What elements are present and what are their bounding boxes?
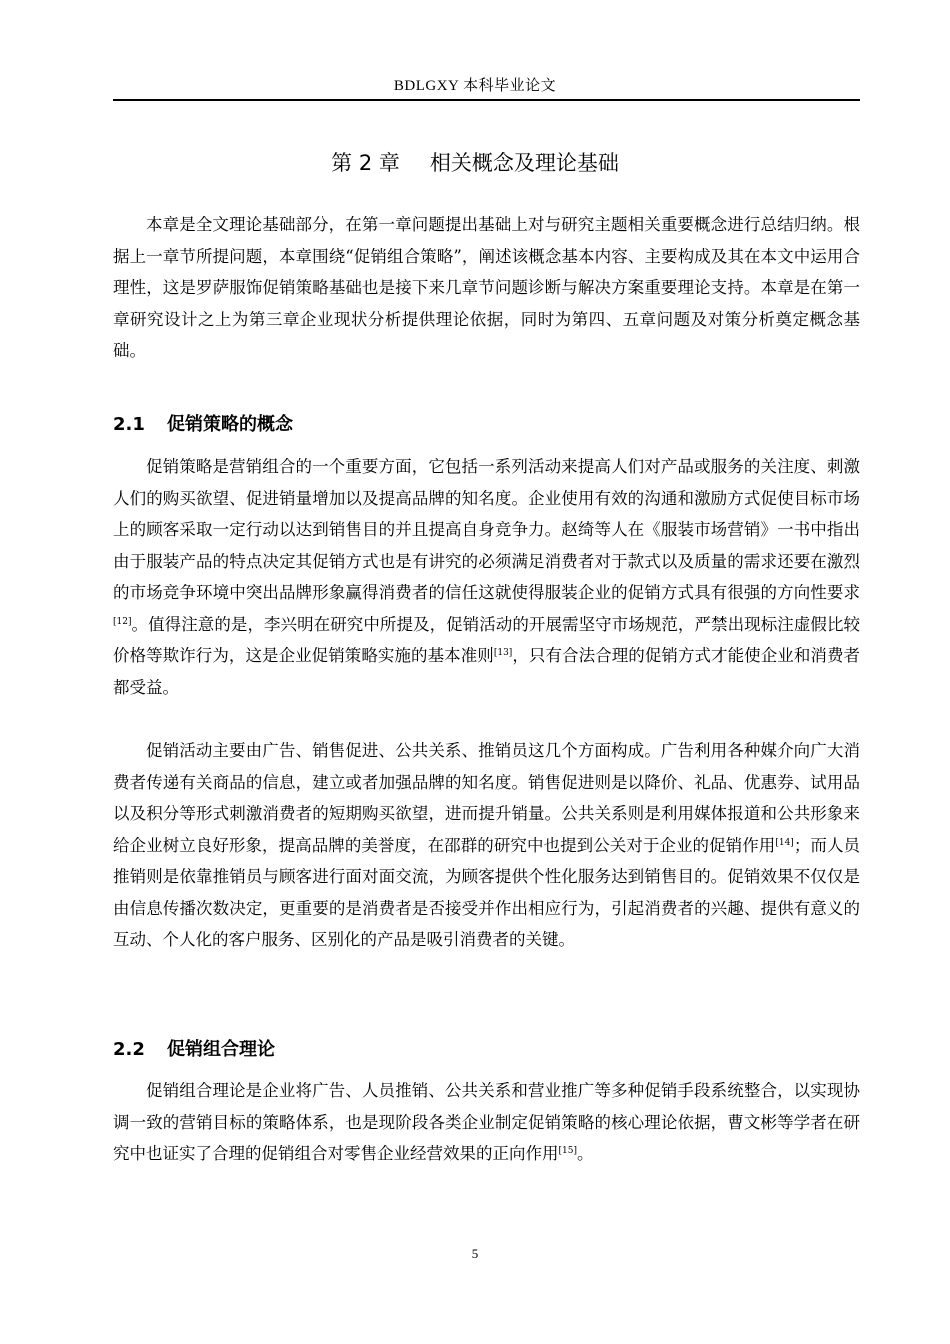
paragraph-text: ；而人员推销则是依靠推销员与顾客进行面对面交流，为顾客提供个性化服务达到销售目的。促销效果不仅仅是由信息传播次数决定，更重要的是消费者是否接受并作出相应行为，引起消费者的兴趣、提供有意义的互动、个人化的客户服务、区别化的产品是吸引消费者的关键。 — [113, 835, 861, 949]
section-heading-2-2 — [113, 1035, 275, 1061]
intro-paragraph: 本章是全文理论基础部分，在第一章问题提出基础上对与研究主题相关重要概念进行总结归纳。根据上一章节所提问题，本章围绕“促销组合策略”，阐述该概念基本内容、主要构成及其在本文中运用合理性，这是罗萨服饰促销策略基础也是接下来几章节问题诊断与解决方案重要理论支持。本章是在第一章研究设计之上为第三章企业现状分析提供理论依据，同时为第四、五章问题及对策分析奠定概念基础。 — [113, 215, 860, 360]
section-2-1-paragraph-2 — [113, 735, 860, 956]
running-header: BDLGXY 本科毕业论文 — [393, 78, 557, 94]
chapter-title: 相关概念及理论基础 — [429, 151, 619, 175]
chapter-heading — [0, 147, 950, 177]
paragraph-text: ，只有合法合理的促销方式才能使企业和消费者都受益。 — [113, 646, 861, 697]
citation-ref: [15] — [558, 1146, 577, 1156]
section-title: 促销组合理论 — [167, 1039, 275, 1060]
paragraph-text: 。值得注意的是，李兴明在研究中所提及，促销活动的开展需坚守市场规范，严禁出现标注虚假比较价格等欺诈行为，这是企业促销策略实施的基本准则 — [113, 614, 860, 665]
section-title: 促销策略的概念 — [167, 414, 293, 435]
paragraph-text: 促销活动主要由广告、销售促进、公共关系、推销员这几个方面构成。广告利用各种媒介向广大消费者传递有关商品的信息，建立或者加强品牌的知名度。销售促进则是以降价、礼品、优惠券、试用品以及积分等形式刺激消费者的短期购买欲望，进而提升销量。公共关系则是利用媒体报道和公共形象来给企业树立良好形象，提高品牌的美誉度，在邵群的研究中也提到公关对于企业的促销作用 — [113, 741, 860, 855]
citation-ref: [13] — [493, 648, 513, 658]
section-number: 2.1 — [113, 414, 145, 435]
section-number: 2.2 — [113, 1039, 145, 1060]
paragraph-text: 促销组合理论是企业将广告、人员推销、公共关系和营业推广等多种促销手段系统整合，以实现协调一致的营销目标的策略体系，也是现阶段各类企业制定促销策略的核心理论依据，曹文彬等学者在研究中也证实了合理的促销组合对零售企业经营效果的正向作用 — [113, 1081, 860, 1163]
paragraph-text: 促销策略是营销组合的一个重要方面，它包括一系列活动来提高人们对产品或服务的关注度、刺激人们的购买欲望、促进销量增加以及提高品牌的知名度。企业使用有效的沟通和激励方式促使目标市场上的顾客采取一定行动以达到销售目的并且提高自身竞争力。赵绮等人在《服装市场营销》一书中指出由于服装产品的特点决定其促销方式也是有讲究的必须满足消费者对于款式以及质量的需求还要在激烈的市场竞争环境中突出品牌形象赢得消费者的信任这就使得服装企业的促销方式具有很强的方向性要求 — [113, 457, 860, 602]
chapter-number: 第 2 章 — [331, 151, 400, 175]
section-heading-2-1 — [113, 410, 293, 436]
header-divider — [113, 99, 860, 101]
page-number: 5 — [471, 1246, 479, 1261]
paragraph-text: 。 — [576, 1144, 594, 1163]
citation-ref: [14] — [775, 837, 794, 848]
section-2-2-paragraph-1 — [113, 1075, 860, 1170]
citation-ref: [12] — [113, 616, 132, 627]
section-2-1-paragraph-1 — [113, 451, 860, 703]
